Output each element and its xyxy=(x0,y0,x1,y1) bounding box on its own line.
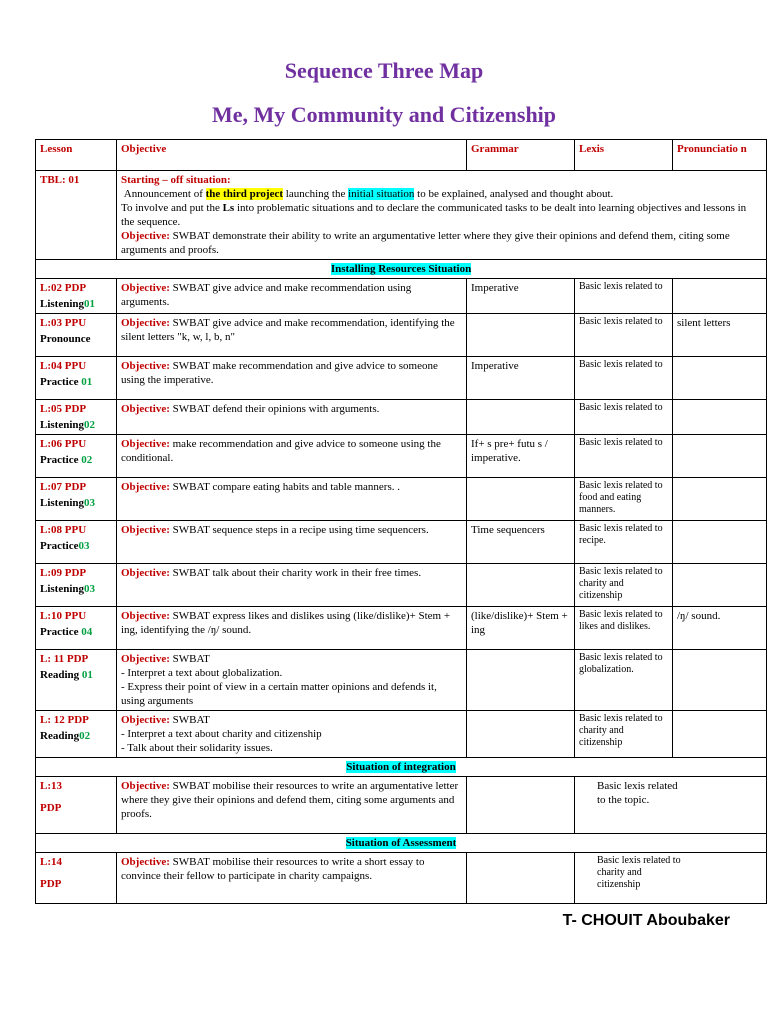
lesson-code: L:14 xyxy=(40,856,62,868)
pronunciation-cell xyxy=(673,650,767,711)
lesson-type-word: Listening xyxy=(40,419,85,431)
pronunciation-cell xyxy=(673,357,767,400)
lesson-type xyxy=(40,297,112,311)
lesson-code: L:02 PDP xyxy=(40,282,87,294)
objective-label: Objective: xyxy=(121,524,170,536)
header-grammar: Grammar xyxy=(467,140,575,171)
lesson-type-word: Listening xyxy=(40,298,85,310)
situation-assessment-row xyxy=(36,834,767,853)
grammar-cell xyxy=(467,711,575,758)
lesson-type xyxy=(40,539,112,553)
lesson-row xyxy=(36,314,767,357)
lesson-row xyxy=(36,279,767,314)
grammar-cell xyxy=(467,853,575,904)
intro-line2-post: into problematic situations and to declare the communicated tasks to be dealt into learning objectives and lessons in the sequence. xyxy=(121,202,747,228)
objective-text: SWBAT give advice and make recommendation using arguments. xyxy=(121,282,412,308)
pronunciation-cell xyxy=(673,478,767,521)
lesson-row-l14 xyxy=(36,853,767,904)
pronunciation-cell xyxy=(673,521,767,564)
lesson-row xyxy=(36,711,767,758)
grammar-cell: (like/dislike)+ Stem + ing xyxy=(467,607,575,650)
objective-cell xyxy=(117,478,467,521)
objective-label: Objective: xyxy=(121,653,170,665)
lexis-cell: Basic lexis related to food and eating manners. xyxy=(575,478,673,521)
intro-content xyxy=(117,171,767,260)
pronunciation-cell xyxy=(673,279,767,314)
page-title: Sequence Three Map xyxy=(284,58,484,83)
lesson-row-l13 xyxy=(36,777,767,834)
lexis-cell: Basic lexis related to recipe. xyxy=(575,521,673,564)
objective-cell xyxy=(117,314,467,357)
header-lesson: Lesson xyxy=(36,140,117,171)
grammar-cell xyxy=(467,314,575,357)
lesson-cell xyxy=(36,279,117,314)
grammar-cell xyxy=(467,564,575,607)
objective-label: Objective: xyxy=(121,567,170,579)
objective-label: Objective: xyxy=(121,856,170,868)
lesson-code: L:07 PDP xyxy=(40,481,87,493)
intro-heading: Starting – off situation: xyxy=(121,174,231,186)
lesson-code: L:08 PPU xyxy=(40,524,87,536)
lesson-type: PDP xyxy=(40,878,62,890)
objective-bullet: - Interpret a text about charity and citizenship xyxy=(121,728,322,740)
lexis-cell: Basic lexis related to charity and citizenship xyxy=(575,564,673,607)
lesson-code: L:09 PDP xyxy=(40,567,87,579)
objective-text: SWBAT sequence steps in a recipe using time sequencers. xyxy=(169,524,429,536)
lesson-type-word: Listening xyxy=(40,497,85,509)
lesson-type-number: 02 xyxy=(79,730,91,742)
lesson-code: L:06 PPU xyxy=(40,438,87,450)
objective-cell xyxy=(117,400,467,435)
lexis-text: Basic lexis related to the topic. xyxy=(597,780,678,806)
intro-line1-mid: launching the xyxy=(283,188,349,200)
objective-text: SWBAT make recommendation and give advice to someone using the imperative. xyxy=(121,360,438,386)
lesson-cell xyxy=(36,777,117,834)
objective-label: Objective: xyxy=(121,282,170,294)
lexis-cell xyxy=(575,777,767,834)
objective-label: Objective: xyxy=(121,438,170,450)
pronunciation-cell xyxy=(673,435,767,478)
situation-resources-cell xyxy=(36,260,767,279)
lesson-type-word: Reading xyxy=(40,669,80,681)
situation-integration-row-label: Situation of integration xyxy=(346,761,456,773)
lesson-cell xyxy=(36,521,117,564)
lexis-cell: Basic lexis related to xyxy=(575,400,673,435)
lesson-type xyxy=(40,332,112,346)
grammar-cell xyxy=(467,478,575,521)
header-row xyxy=(36,140,767,171)
lesson-cell xyxy=(36,607,117,650)
pronunciation-cell xyxy=(673,400,767,435)
lesson-cell xyxy=(36,314,117,357)
intro-lesson xyxy=(36,171,117,260)
lesson-type xyxy=(40,625,112,639)
lexis-cell xyxy=(575,853,767,904)
grammar-cell: Time sequencers xyxy=(467,521,575,564)
objective-cell xyxy=(117,357,467,400)
lesson-code: L:13 xyxy=(40,780,62,792)
grammar-cell: Imperative xyxy=(467,279,575,314)
lesson-code: L: 11 PDP xyxy=(40,653,89,665)
objective-bullet: - Interpret a text about globalization. xyxy=(121,667,283,679)
situation-assessment-row-cell xyxy=(36,834,767,853)
lesson-code: L:03 PPU xyxy=(40,317,87,329)
lesson-type-word: Pronounce xyxy=(40,333,91,345)
intro-lesson-code: TBL: 01 xyxy=(40,174,80,186)
lesson-type-number: 02 xyxy=(78,454,93,466)
intro-objective xyxy=(121,229,762,257)
author-signature: T- CHOUIT Aboubaker xyxy=(562,912,730,929)
situation-resources-row xyxy=(36,260,767,279)
lesson-code: L: 12 PDP xyxy=(40,714,89,726)
lexis-cell: Basic lexis related to likes and dislikes. xyxy=(575,607,673,650)
lesson-type xyxy=(40,668,112,682)
objective-label: Objective: xyxy=(121,360,170,372)
objective-text: SWBAT mobilise their resources to write an argumentative letter where they give their opinions and defend them, citing some arguments and proofs. xyxy=(121,780,459,820)
lesson-type-number: 03 xyxy=(78,540,90,552)
objective-label: Objective: xyxy=(121,714,170,726)
objective-cell xyxy=(117,279,467,314)
lesson-type-word: Practice xyxy=(40,540,79,552)
grammar-cell: Imperative xyxy=(467,357,575,400)
lexis-cell: Basic lexis related to charity and citizenship xyxy=(575,711,673,758)
intro-highlight-project: the third project xyxy=(205,188,284,200)
intro-line1-post: to be explained, analysed and thought about. xyxy=(414,188,614,200)
lexis-cell: Basic lexis related to xyxy=(575,314,673,357)
objective-text: SWBAT compare eating habits and table manners. . xyxy=(169,481,400,493)
objective-label: Objective: xyxy=(121,780,170,792)
lesson-code: L:05 PDP xyxy=(40,403,87,415)
objective-text: SWBAT express likes and dislikes using (like/dislike)+ Stem + ing, identifying the /ŋ/ sound. xyxy=(121,610,451,636)
lesson-cell xyxy=(36,853,117,904)
intro-objective-label: Objective: xyxy=(121,230,170,242)
lexis-text: Basic lexis related to charity and citizenship xyxy=(597,855,681,890)
grammar-cell xyxy=(467,650,575,711)
objective-text: make recommendation and give advice to someone using the conditional. xyxy=(121,438,441,464)
lesson-cell xyxy=(36,478,117,521)
objective-bullet: - Talk about their solidarity issues. xyxy=(121,742,273,754)
objective-cell xyxy=(117,853,467,904)
grammar-cell xyxy=(467,777,575,834)
situation-resources-label: Installing Resources Situation xyxy=(330,263,472,275)
lesson-cell xyxy=(36,435,117,478)
lesson-type-number: 01 xyxy=(78,376,93,388)
objective-cell xyxy=(117,607,467,650)
lesson-row xyxy=(36,564,767,607)
lesson-type-word: Practice xyxy=(40,454,79,466)
objective-label: Objective: xyxy=(121,610,170,622)
lesson-type xyxy=(40,375,112,389)
intro-line2-bold: Ls xyxy=(222,202,235,214)
objective-label: Objective: xyxy=(121,317,170,329)
lesson-row xyxy=(36,435,767,478)
lesson-type xyxy=(40,582,112,596)
lesson-type-word: Practice xyxy=(40,626,79,638)
objective-text: SWBAT talk about their charity work in their free times. xyxy=(169,567,422,579)
lexis-cell: Basic lexis related to xyxy=(575,435,673,478)
lexis-cell: Basic lexis related to xyxy=(575,279,673,314)
situation-integration-row-cell xyxy=(36,758,767,777)
lesson-type xyxy=(40,729,112,743)
sequence-map-table xyxy=(35,139,767,904)
lesson-row xyxy=(36,521,767,564)
objective-text: SWBAT defend their opinions with arguments. xyxy=(169,403,380,415)
lesson-type-number: 03 xyxy=(84,497,96,509)
objective-text: SWBAT xyxy=(169,714,210,726)
header-objective: Objective xyxy=(117,140,467,171)
intro-line2-pre: To involve and put the xyxy=(121,202,223,214)
lesson-cell xyxy=(36,711,117,758)
intro-line2 xyxy=(121,201,762,229)
lesson-type-word: Reading xyxy=(40,730,80,742)
objective-bullet: - Express their point of view in a certain matter opinions and defends it, using arguments xyxy=(121,681,437,707)
objective-cell xyxy=(117,650,467,711)
objective-cell xyxy=(117,435,467,478)
situation-integration-row xyxy=(36,758,767,777)
lesson-row xyxy=(36,607,767,650)
lesson-type-word: Listening xyxy=(40,583,85,595)
intro-highlight-situation: initial situation xyxy=(348,188,415,200)
pronunciation-cell xyxy=(673,564,767,607)
lesson-cell xyxy=(36,650,117,711)
objective-cell xyxy=(117,521,467,564)
situation-assessment-row-label: Situation of Assessment xyxy=(345,837,457,849)
lesson-type-number: 01 xyxy=(79,669,93,681)
grammar-cell xyxy=(467,400,575,435)
intro-line1-pre: Announcement of xyxy=(123,188,206,200)
lesson-cell xyxy=(36,564,117,607)
lesson-cell xyxy=(36,400,117,435)
lesson-type: PDP xyxy=(40,802,62,814)
intro-line1 xyxy=(121,187,762,201)
grammar-cell: If+ s pre+ futu s / imperative. xyxy=(467,435,575,478)
pronunciation-cell: silent letters xyxy=(673,314,767,357)
objective-label: Objective: xyxy=(121,403,170,415)
pronunciation-cell xyxy=(673,711,767,758)
objective-text: SWBAT give advice and make recommendation, identifying the silent letters "k, w, l, b, n" xyxy=(121,317,455,343)
lesson-row xyxy=(36,650,767,711)
objective-text: SWBAT mobilise their resources to write a short essay to convince their fellow to participate in charity campaigns. xyxy=(121,856,425,882)
objective-cell xyxy=(117,777,467,834)
lesson-row xyxy=(36,400,767,435)
objective-text: SWBAT xyxy=(169,653,210,665)
lesson-type xyxy=(40,496,112,510)
lesson-type-word: Practice xyxy=(40,376,79,388)
lesson-type-number: 02 xyxy=(84,419,96,431)
intro-objective-text: SWBAT demonstrate their ability to write an argumentative letter where they give their opinions and defend them, citing some arguments and proofs. xyxy=(121,230,730,256)
lesson-code: L:04 PPU xyxy=(40,360,87,372)
pronunciation-cell: /ŋ/ sound. xyxy=(673,607,767,650)
page-subtitle: Me, My Community and Citizenship xyxy=(211,102,557,127)
objective-cell xyxy=(117,711,467,758)
lesson-type-number: 04 xyxy=(78,626,93,638)
header-pronunciation: Pronunciatio n xyxy=(673,140,767,171)
objective-cell xyxy=(117,564,467,607)
lesson-row xyxy=(36,357,767,400)
lesson-cell xyxy=(36,357,117,400)
lesson-type-number: 01 xyxy=(84,298,96,310)
objective-label: Objective: xyxy=(121,481,170,493)
lesson-type-number: 03 xyxy=(84,583,96,595)
lexis-cell: Basic lexis related to globalization. xyxy=(575,650,673,711)
header-lexis: Lexis xyxy=(575,140,673,171)
lesson-type xyxy=(40,453,112,467)
lexis-cell: Basic lexis related to xyxy=(575,357,673,400)
lesson-type xyxy=(40,418,112,432)
lesson-code: L:10 PPU xyxy=(40,610,87,622)
lesson-row xyxy=(36,478,767,521)
intro-row xyxy=(36,171,767,260)
